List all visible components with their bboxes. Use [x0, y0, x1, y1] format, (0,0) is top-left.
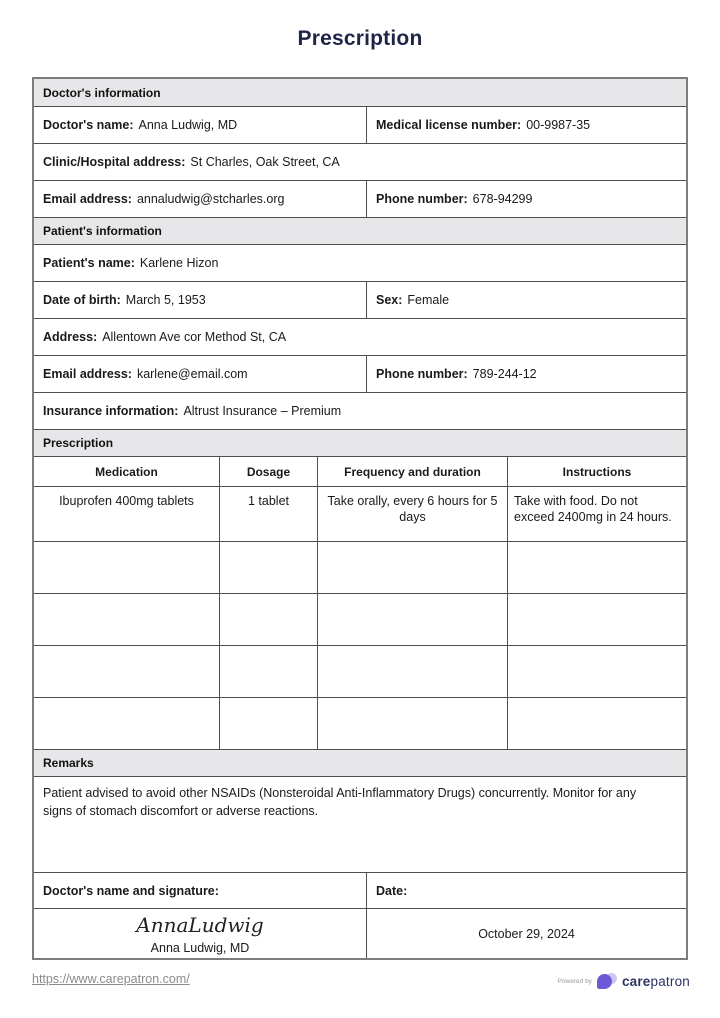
remarks-text: Patient advised to avoid other NSAIDs (Nonsteroidal Anti-Inflammatory Drugs) concurrently. Monitor for any signs of stomach discomfort or adverse reactions.	[43, 786, 637, 818]
clinic-address-row	[34, 143, 686, 180]
doctor-name-value: Anna Ludwig, MD	[138, 118, 238, 132]
prescription-section-header: Prescription	[34, 429, 686, 456]
signature-printed-name: Anna Ludwig, MD	[150, 941, 250, 955]
doctor-phone-value: 678-94299	[472, 192, 533, 206]
rx-row-empty	[34, 645, 686, 697]
doctor-name-field	[34, 107, 366, 143]
clinic-address-field	[34, 144, 686, 180]
signature-script: AnnaLudwig	[136, 913, 264, 937]
dob-field	[34, 282, 366, 318]
patient-contact-row	[34, 355, 686, 392]
dob-value: March 5, 1953	[125, 293, 206, 307]
medical-license-field	[366, 107, 686, 143]
rx-col-instructions: Instructions	[507, 457, 686, 486]
patient-name-row	[34, 244, 686, 281]
patient-email-value: karlene@email.com	[136, 367, 248, 381]
prescription-form	[32, 77, 688, 960]
rx-instructions-value: Take with food. Do not exceed 2400mg in 24 hours.	[507, 487, 686, 541]
rx-empty-cell	[219, 594, 317, 645]
patient-phone-value: 789-244-12	[472, 367, 537, 381]
rx-row-empty	[34, 541, 686, 593]
rx-empty-cell	[219, 646, 317, 697]
patient-address-label: Address:	[43, 330, 98, 344]
doctor-signature-label: Doctor's name and signature:	[43, 883, 219, 898]
patient-phone-label: Phone number:	[376, 367, 468, 381]
remarks-row	[34, 776, 686, 872]
date-label: Date:	[366, 873, 686, 908]
rx-empty-cell	[317, 542, 507, 593]
date-value: October 29, 2024	[478, 926, 575, 941]
rx-empty-cell	[507, 698, 686, 749]
patient-address-value: Allentown Ave cor Method St, CA	[102, 330, 287, 344]
doctor-section-header: Doctor's information	[34, 79, 686, 106]
rx-col-medication: Medication	[95, 464, 158, 479]
rx-col-frequency: Frequency and duration	[317, 457, 507, 486]
doctor-email-field	[34, 181, 366, 217]
carepatron-url-link[interactable]: https://www.carepatron.com/	[32, 972, 190, 986]
doctor-email-label: Email address:	[43, 192, 132, 206]
rx-empty-cell	[34, 698, 219, 749]
patient-email-label: Email address:	[43, 367, 132, 381]
doctor-phone-field	[366, 181, 686, 217]
carepatron-wordmark: carepatron	[621, 974, 690, 989]
sex-field	[366, 282, 686, 318]
patient-address-row	[34, 318, 686, 355]
logo-purple-blob	[597, 974, 612, 989]
rx-row-empty	[34, 697, 686, 749]
insurance-value: Altrust Insurance – Premium	[183, 404, 342, 418]
signature-value-row	[34, 908, 686, 958]
rx-medication-value: Ibuprofen 400mg tablets	[59, 494, 194, 508]
patient-phone-field	[366, 356, 686, 392]
patient-name-value: Karlene Hizon	[139, 256, 219, 270]
powered-by	[558, 973, 690, 990]
dob-label: Date of birth:	[43, 293, 121, 307]
patient-address-field	[34, 319, 686, 355]
sex-value: Female	[407, 293, 450, 307]
rx-empty-cell	[34, 646, 219, 697]
medical-license-value: 00-9987-35	[526, 118, 591, 132]
clinic-address-value: St Charles, Oak Street, CA	[190, 155, 340, 169]
patient-email-field	[34, 356, 366, 392]
doctor-email-value: annaludwig@stcharles.org	[136, 192, 285, 206]
insurance-field	[34, 393, 686, 429]
insurance-label: Insurance information:	[43, 404, 179, 418]
patient-name-field	[34, 245, 686, 281]
dob-sex-row	[34, 281, 686, 318]
rx-row-empty	[34, 593, 686, 645]
rx-empty-cell	[507, 594, 686, 645]
rx-frequency-value: Take orally, every 6 hours for 5 days	[317, 487, 507, 541]
rx-empty-cell	[507, 646, 686, 697]
clinic-address-label: Clinic/Hospital address:	[43, 155, 186, 169]
rx-empty-cell	[34, 594, 219, 645]
date-field	[366, 909, 686, 958]
rx-empty-cell	[507, 542, 686, 593]
rx-col-dosage: Dosage	[219, 457, 317, 486]
rx-empty-cell	[219, 698, 317, 749]
doctor-phone-label: Phone number:	[376, 192, 468, 206]
rx-empty-cell	[317, 646, 507, 697]
remarks-section-header: Remarks	[34, 749, 686, 776]
doctor-name-label: Doctor's name:	[43, 118, 134, 132]
rx-row-1	[34, 486, 686, 541]
rx-empty-cell	[219, 542, 317, 593]
medical-license-label: Medical license number:	[376, 118, 522, 132]
doctor-signature-field	[34, 909, 366, 958]
patient-name-label: Patient's name:	[43, 256, 135, 270]
rx-empty-cell	[317, 698, 507, 749]
rx-dosage-value: 1 tablet	[219, 487, 317, 541]
doctor-name-license-row	[34, 106, 686, 143]
powered-by-label: Powered by	[557, 978, 592, 985]
sex-label: Sex:	[376, 293, 403, 307]
rx-table-header	[34, 456, 686, 486]
carepatron-logo-icon	[597, 973, 617, 990]
page-title: Prescription	[297, 27, 423, 50]
patient-section-header: Patient's information	[34, 217, 686, 244]
rx-empty-cell	[317, 594, 507, 645]
doctor-contact-row	[34, 180, 686, 217]
insurance-row	[34, 392, 686, 429]
rx-empty-cell	[34, 542, 219, 593]
signature-label-row	[34, 872, 686, 908]
